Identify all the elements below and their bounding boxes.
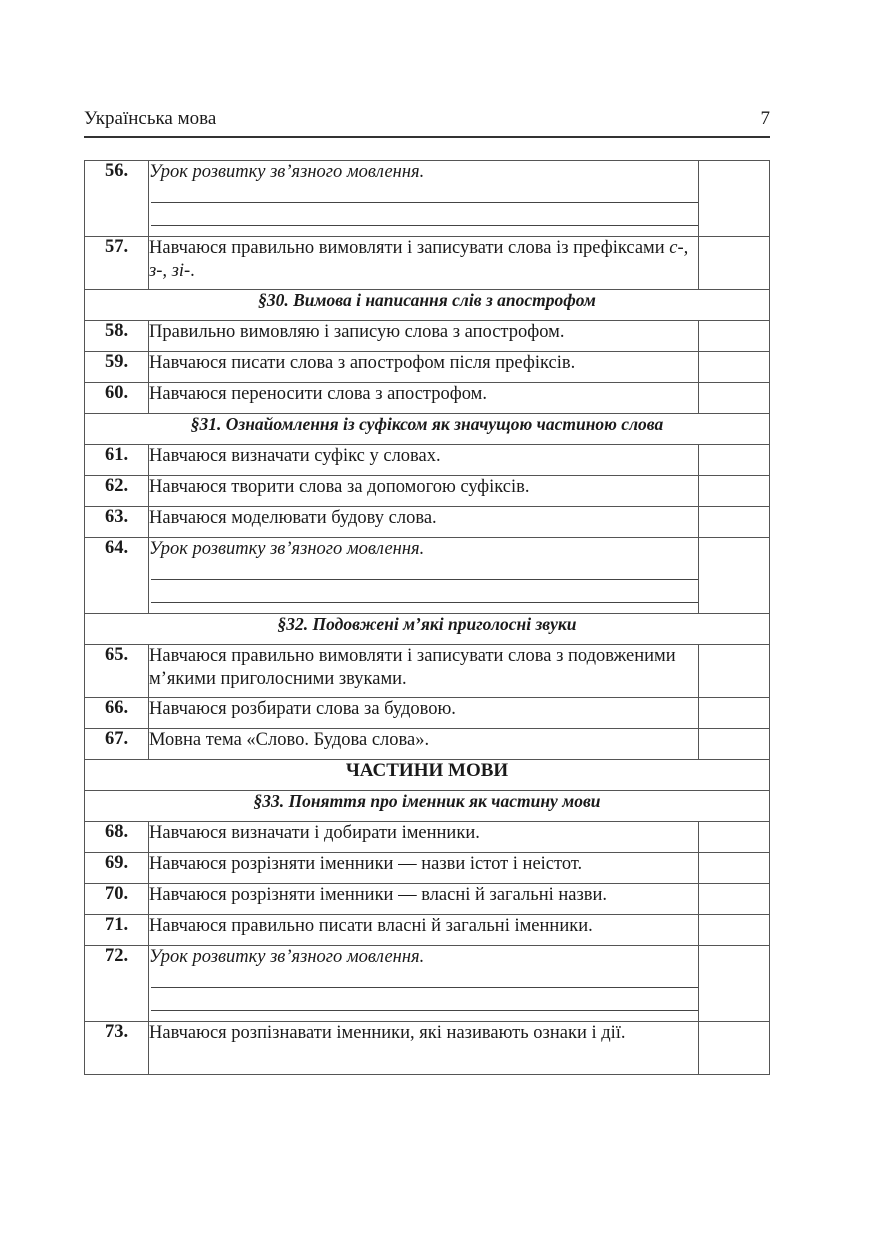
mark-cell: [699, 538, 770, 614]
mark-cell: [699, 1022, 770, 1075]
table-row: [85, 946, 770, 1022]
table-row: [85, 476, 770, 507]
page-number: 7: [760, 108, 770, 129]
lesson-number: 62.: [85, 476, 149, 507]
section-heading: §32. Подовжені м’які приголосні звуки: [85, 614, 770, 645]
lesson-topic: Правильно вимовляю і записую слова з апострофом.: [149, 321, 699, 352]
mark-cell: [699, 853, 770, 884]
lesson-number: 66.: [85, 698, 149, 729]
lesson-number: 56.: [85, 161, 149, 237]
lesson-topic: Навчаюся розпізнавати іменники, які називають ознаки і дії.: [149, 1022, 699, 1075]
lesson-topic: Навчаюся творити слова за допомогою суфіксів.: [149, 476, 699, 507]
table-row: [85, 915, 770, 946]
lesson-number: 71.: [85, 915, 149, 946]
lesson-number: 64.: [85, 538, 149, 614]
mark-cell: [699, 352, 770, 383]
mark-cell: [699, 383, 770, 414]
mark-cell: [699, 645, 770, 698]
lesson-number: 65.: [85, 645, 149, 698]
section-row: [85, 614, 770, 645]
table-row: [85, 445, 770, 476]
table-row: [85, 729, 770, 760]
table-row: [85, 352, 770, 383]
prefix-examples: с-, з-, зі-: [149, 238, 689, 281]
speech-lesson-label: Урок розвитку зв’язного мовлення.: [149, 162, 425, 182]
mark-cell: [699, 507, 770, 538]
lesson-topic: Навчаюся моделювати будову слова.: [149, 507, 699, 538]
lesson-number: 61.: [85, 445, 149, 476]
lesson-number: 58.: [85, 321, 149, 352]
lesson-topic: Навчаюся розбирати слова за будовою.: [149, 698, 699, 729]
mark-cell: [699, 946, 770, 1022]
lesson-number: 69.: [85, 853, 149, 884]
table-row: [85, 507, 770, 538]
table-row: [85, 321, 770, 352]
table-row: [85, 538, 770, 614]
lesson-topic: Навчаюся писати слова з апострофом після префіксів.: [149, 352, 699, 383]
lesson-topic: Навчаюся правильно вимовляти і записувати слова з подовженими м’якими приголосними звуками.: [149, 645, 699, 698]
table-row: [85, 383, 770, 414]
lesson-topic: Навчаюся розрізняти іменники — назви істот і неістот.: [149, 853, 699, 884]
lesson-topic: [149, 161, 699, 237]
lesson-number: 73.: [85, 1022, 149, 1075]
speech-lesson-label: Урок розвитку зв’язного мовлення.: [149, 947, 425, 967]
table-row: [85, 822, 770, 853]
mark-cell: [699, 915, 770, 946]
writing-line: [151, 590, 698, 603]
mark-cell: [699, 884, 770, 915]
table-row: [85, 161, 770, 237]
lesson-number: 63.: [85, 507, 149, 538]
table-row: [85, 853, 770, 884]
mark-cell: [699, 698, 770, 729]
section-row: [85, 414, 770, 445]
lesson-number: 67.: [85, 729, 149, 760]
lesson-number: 70.: [85, 884, 149, 915]
mark-cell: [699, 321, 770, 352]
lesson-number: 72.: [85, 946, 149, 1022]
mark-cell: [699, 476, 770, 507]
section-heading: §33. Поняття про іменник як частину мови: [85, 791, 770, 822]
writing-line: [151, 567, 698, 580]
speech-lesson-label: Урок розвитку зв’язного мовлення.: [149, 539, 425, 559]
part-row: [85, 760, 770, 791]
writing-line: [151, 213, 698, 226]
lesson-topic: [149, 538, 699, 614]
section-row: [85, 290, 770, 321]
writing-line: [151, 998, 698, 1011]
mark-cell: [699, 445, 770, 476]
table-row: [85, 884, 770, 915]
mark-cell: [699, 161, 770, 237]
lesson-topic: Навчаюся визначати і добирати іменники.: [149, 822, 699, 853]
lesson-number: 57.: [85, 237, 149, 290]
lesson-topic: Навчаюся правильно вимовляти і записувати слова із префіксами с-, з-, зі-.: [149, 237, 699, 290]
section-heading: §31. Ознайомлення із суфіксом як значущою частиною слова: [85, 414, 770, 445]
lesson-topic: Навчаюся розрізняти іменники — власні й загальні назви.: [149, 884, 699, 915]
table-row: [85, 698, 770, 729]
running-title: Українська мова: [84, 108, 217, 129]
section-heading: §30. Вимова і написання слів з апострофом: [85, 290, 770, 321]
section-row: [85, 791, 770, 822]
writing-line: [151, 190, 698, 203]
table-row: [85, 1022, 770, 1075]
lesson-topic: Навчаюся визначати суфікс у словах.: [149, 445, 699, 476]
lesson-topic: Навчаюся правильно писати власні й загальні іменники.: [149, 915, 699, 946]
table-row: [85, 237, 770, 290]
page-header: [84, 106, 770, 138]
lesson-plan-table: [84, 160, 770, 1075]
mark-cell: [699, 729, 770, 760]
lesson-number: 68.: [85, 822, 149, 853]
lesson-topic: Навчаюся переносити слова з апострофом.: [149, 383, 699, 414]
table-row: [85, 645, 770, 698]
writing-line: [151, 975, 698, 988]
lesson-topic: Мовна тема «Слово. Будова слова».: [149, 729, 699, 760]
part-heading: ЧАСТИНИ МОВИ: [85, 760, 770, 791]
mark-cell: [699, 237, 770, 290]
mark-cell: [699, 822, 770, 853]
lesson-topic: [149, 946, 699, 1022]
lesson-number: 60.: [85, 383, 149, 414]
lesson-number: 59.: [85, 352, 149, 383]
